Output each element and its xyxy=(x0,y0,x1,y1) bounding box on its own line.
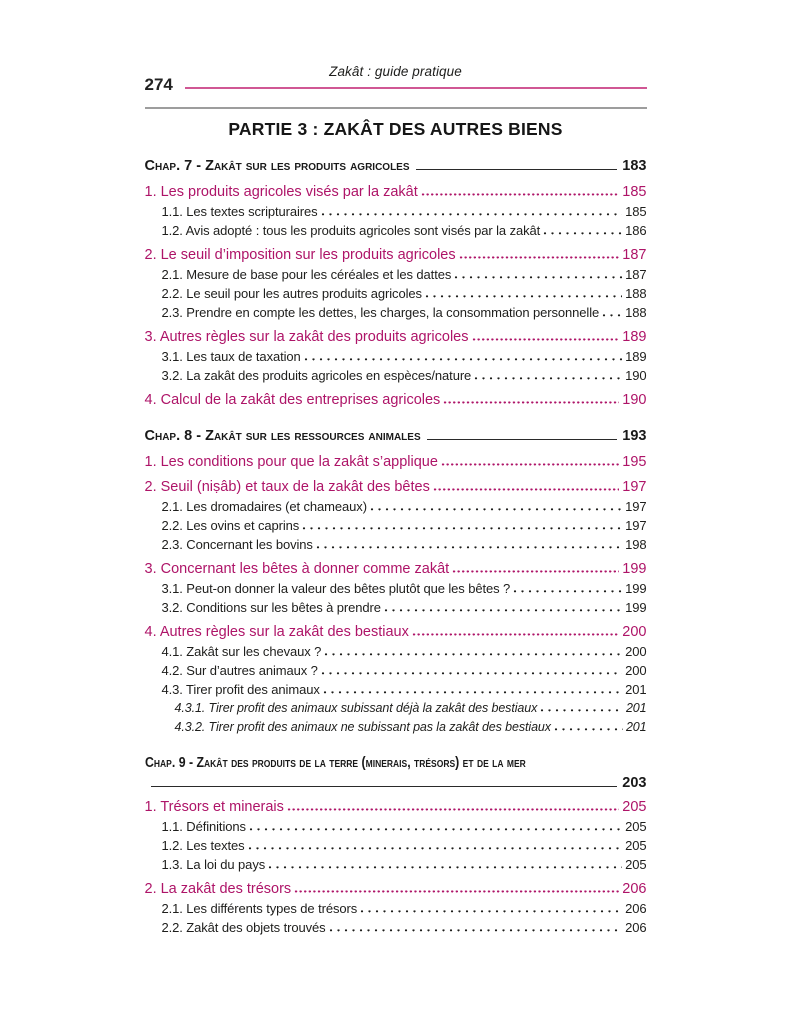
dot-leader xyxy=(323,690,622,694)
toc-entry xyxy=(145,452,647,472)
toc-entry-label: 2. Le seuil d’imposition sur les produits agricoles xyxy=(144,247,456,263)
toc-entry xyxy=(145,245,647,265)
toc-entry xyxy=(145,182,647,202)
dot-leader xyxy=(416,169,618,170)
dot-leader xyxy=(316,545,622,549)
toc-entry-page: 205 xyxy=(625,838,647,853)
dot-leader xyxy=(472,337,620,341)
dot-leader xyxy=(370,507,622,511)
dot-leader xyxy=(294,889,619,893)
toc-entry-page: 199 xyxy=(625,600,647,615)
toc-entry-page: 190 xyxy=(625,368,647,383)
dot-leader xyxy=(427,439,618,440)
dot-leader xyxy=(474,376,622,380)
dot-leader xyxy=(513,589,622,593)
toc-entry-page: 205 xyxy=(622,799,647,815)
dot-leader xyxy=(268,865,622,869)
toc-entry xyxy=(162,284,647,303)
toc-entry xyxy=(162,265,647,284)
toc-entry-label: 1. Les produits agricoles visés par la zakât xyxy=(144,184,418,200)
page-content xyxy=(145,0,647,937)
header-rule xyxy=(185,87,647,89)
dot-leader xyxy=(321,212,623,216)
toc-entry xyxy=(145,390,647,410)
toc-entry-page: 198 xyxy=(625,537,647,552)
dot-leader xyxy=(454,275,622,279)
toc-entry xyxy=(175,699,647,718)
dot-leader xyxy=(412,632,619,636)
toc-entry-label: 1.3. La loi du pays xyxy=(161,857,266,872)
toc-entry-label: 4. Calcul de la zakât des entreprises agricoles xyxy=(144,392,441,408)
page-number: 274 xyxy=(144,75,173,94)
dot-leader xyxy=(287,807,619,811)
toc-entry-label: 3.1. Peut-on donner la valeur des bêtes plutôt que les bêtes ? xyxy=(161,581,511,596)
toc-entry-label: 2.1. Mesure de base pour les céréales et les dattes xyxy=(161,267,452,282)
toc-entry-label: 2.1. Les dromadaires (et chameaux) xyxy=(161,499,367,514)
toc-entry xyxy=(145,425,647,447)
toc-entry-label: 3. Autres règles sur la zakât des produits agricoles xyxy=(144,329,469,345)
toc-entry xyxy=(145,559,647,579)
toc-entry xyxy=(145,327,647,347)
dot-leader xyxy=(248,846,623,850)
toc-entry-label: 2. Seuil (niṣâb) et taux de la zakât des bêtes xyxy=(144,479,430,495)
dot-leader xyxy=(540,708,623,712)
toc-entry-page: 206 xyxy=(625,901,647,916)
dot-leader xyxy=(324,652,622,656)
toc-entry-page: 185 xyxy=(622,184,647,200)
section-divider-rule xyxy=(145,107,647,109)
dot-leader xyxy=(543,231,622,235)
toc-entry-label: 4.1. Zakât sur les chevaux ? xyxy=(161,644,322,659)
toc-entry-page: 193 xyxy=(622,428,647,444)
toc-entry-label: 2.2. Le seuil pour les autres produits agricoles xyxy=(161,286,422,301)
toc-entry-page: 200 xyxy=(622,624,647,640)
header-rule-row xyxy=(144,75,647,95)
toc-entry-label: Chap. 8 - Zakât sur les ressources animales xyxy=(144,428,421,444)
toc-entry xyxy=(145,622,647,642)
dot-leader xyxy=(554,727,623,731)
dot-leader xyxy=(433,487,619,491)
dot-leader xyxy=(459,255,620,259)
toc-entry-page: 190 xyxy=(622,392,647,408)
toc-entry-page: 206 xyxy=(622,881,647,897)
toc-entry xyxy=(162,516,647,535)
toc-entry xyxy=(162,497,647,516)
toc-entry xyxy=(162,347,647,366)
dot-leader xyxy=(441,462,619,466)
part-title: PARTIE 3 : ZAKÂT DES AUTRES BIENS xyxy=(228,119,563,139)
dot-leader xyxy=(304,357,622,361)
toc-entry xyxy=(145,155,647,177)
toc-entry xyxy=(145,879,647,899)
toc-entry-label: 4.3.1. Tirer profit des animaux subissant déjà la zakât des bestiaux xyxy=(174,701,538,715)
toc-entry-page: 189 xyxy=(625,349,647,364)
toc-entry xyxy=(162,855,647,874)
toc-entry xyxy=(162,221,647,240)
toc-entry-page: 201 xyxy=(625,682,647,697)
toc-entry-page: 200 xyxy=(625,663,647,678)
toc-entry-label: Chap. 7 - Zakât sur les produits agricoles xyxy=(144,158,410,174)
toc-entry-page: 183 xyxy=(622,158,647,174)
toc-entry-continuation xyxy=(145,774,647,792)
toc-entry xyxy=(162,598,647,617)
toc-entry xyxy=(162,680,647,699)
toc-entry-page: 187 xyxy=(625,267,647,282)
toc-entry xyxy=(162,535,647,554)
toc-entry-label: 4. Autres règles sur la zakât des bestiaux xyxy=(144,624,409,640)
toc-entry-page: 187 xyxy=(622,247,647,263)
toc-entry-page: 197 xyxy=(625,499,647,514)
dot-leader xyxy=(329,928,623,932)
dot-leader xyxy=(360,909,622,913)
toc-entry-page: 195 xyxy=(622,454,647,470)
toc-entry-page: 203 xyxy=(622,775,647,791)
toc-entry-page: 188 xyxy=(625,305,647,320)
toc-entry-page: 200 xyxy=(625,644,647,659)
dot-leader xyxy=(321,671,622,675)
toc-entry xyxy=(162,579,647,598)
toc-entry xyxy=(162,642,647,661)
toc-entry-label: Chap. 9 - Zakât des produits de la terre (minerais, trésors) et de la mer xyxy=(144,755,526,771)
toc-entry-label: 1. Les conditions pour que la zakât s’applique xyxy=(144,454,438,470)
toc-entry-page: 185 xyxy=(625,204,647,219)
dot-leader xyxy=(425,294,622,298)
toc-entry xyxy=(145,752,647,774)
toc-entry-label: 3.1. Les taux de taxation xyxy=(161,349,301,364)
dot-leader xyxy=(602,313,622,317)
toc-entry-label: 1.1. Définitions xyxy=(161,819,246,834)
toc-entry-label: 2.3. Prendre en compte les dettes, les charges, la consommation personnelle xyxy=(161,305,600,320)
toc-entry-page: 205 xyxy=(625,857,647,872)
dot-leader xyxy=(302,526,622,530)
toc-entry-label: 2.3. Concernant les bovins xyxy=(161,537,313,552)
toc-entry xyxy=(162,661,647,680)
toc-entry-label: 2.2. Zakât des objets trouvés xyxy=(161,920,326,935)
toc-entry-page: 186 xyxy=(625,223,647,238)
dot-leader xyxy=(421,192,620,196)
dot-leader xyxy=(249,827,622,831)
toc-list xyxy=(145,155,647,937)
toc-entry-label: 1. Trésors et minerais xyxy=(144,799,284,815)
toc-entry-label: 1.1. Les textes scripturaires xyxy=(161,204,318,219)
toc-entry-label: 3. Concernant les bêtes à donner comme zakât xyxy=(144,561,450,577)
toc-entry-page: 197 xyxy=(622,479,647,495)
toc-entry xyxy=(175,718,647,737)
toc-entry-page: 201 xyxy=(625,701,647,715)
toc-entry-label: 2.2. Les ovins et caprins xyxy=(161,518,300,533)
toc-entry-label: 3.2. La zakât des produits agricoles en espèces/nature xyxy=(161,368,472,383)
toc-entry xyxy=(162,202,647,221)
toc-entry xyxy=(162,836,647,855)
toc-entry xyxy=(162,303,647,322)
toc-entry-page: 189 xyxy=(622,329,647,345)
toc-entry xyxy=(162,918,647,937)
toc-entry-label: 4.3.2. Tirer profit des animaux ne subissant pas la zakât des bestiaux xyxy=(174,720,551,734)
running-title: Zakât : guide pratique xyxy=(329,64,462,79)
toc-entry-label: 2. La zakât des trésors xyxy=(144,881,292,897)
toc-entry-label: 4.2. Sur d’autres animaux ? xyxy=(161,663,318,678)
toc-entry-label: 4.3. Tirer profit des animaux xyxy=(161,682,320,697)
toc-entry xyxy=(162,817,647,836)
toc-entry-page: 205 xyxy=(625,819,647,834)
dot-leader xyxy=(452,569,619,573)
toc-entry-label: 1.2. Avis adopté : tous les produits agricoles sont visés par la zakât xyxy=(161,223,541,238)
toc-entry-page: 199 xyxy=(625,581,647,596)
running-header xyxy=(145,64,647,110)
toc-entry xyxy=(145,797,647,817)
toc-entry-label: 3.2. Conditions sur les bêtes à prendre xyxy=(161,600,381,615)
toc-entry-label: 1.2. Les textes xyxy=(161,838,245,853)
dot-leader xyxy=(384,608,622,612)
dot-leader xyxy=(151,786,618,787)
toc-entry-page: 197 xyxy=(625,518,647,533)
toc-entry xyxy=(162,366,647,385)
toc-entry-label: 2.1. Les différents types de trésors xyxy=(161,901,358,916)
toc-entry-page: 201 xyxy=(625,720,647,734)
toc-entry-page: 199 xyxy=(622,561,647,577)
toc-entry-page: 188 xyxy=(625,286,647,301)
dot-leader xyxy=(443,400,619,404)
toc-entry-page: 206 xyxy=(625,920,647,935)
toc-entry xyxy=(145,477,647,497)
toc-entry xyxy=(162,899,647,918)
